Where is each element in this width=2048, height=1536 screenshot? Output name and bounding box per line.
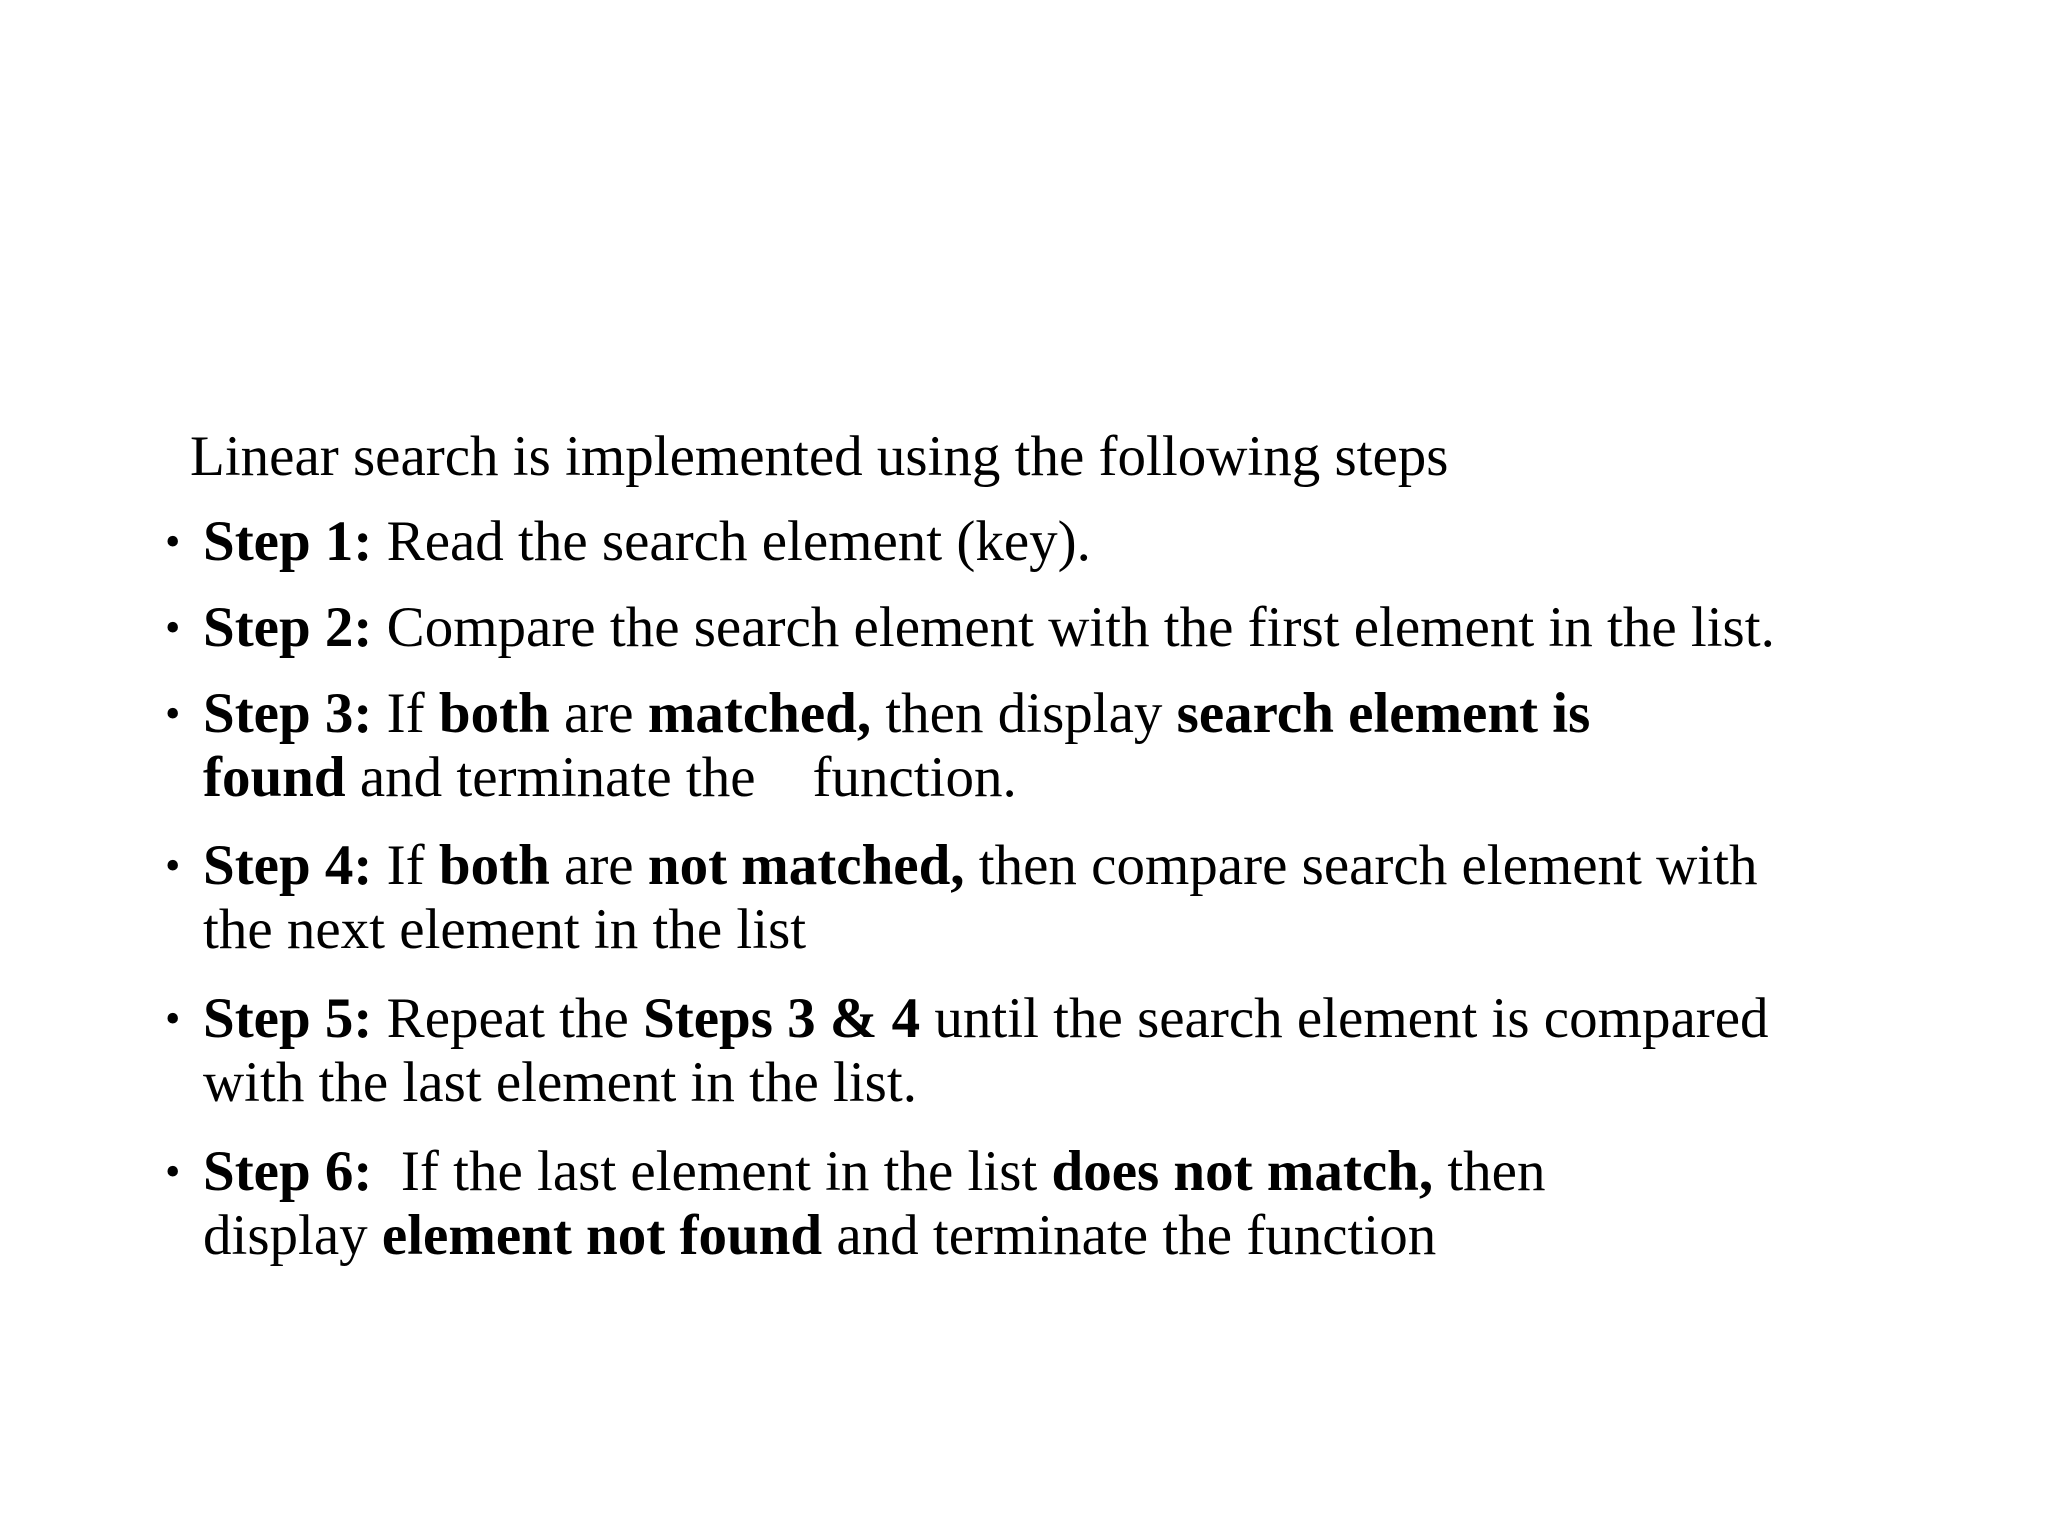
text-run: display xyxy=(203,1204,382,1267)
text-run: Repeat the xyxy=(372,987,644,1050)
step-line xyxy=(203,596,1775,660)
step-line xyxy=(203,1140,1545,1204)
step-line xyxy=(203,746,1590,810)
bullet-icon: • xyxy=(165,517,181,566)
step-item-4 xyxy=(165,834,1758,962)
step-item-6 xyxy=(165,1140,1546,1268)
step-item-5 xyxy=(165,987,1769,1115)
bold-text-run: Step 1: xyxy=(203,510,373,573)
text-run: are xyxy=(549,682,648,745)
text-run: and terminate the function xyxy=(822,1204,1437,1267)
text-run: and terminate the function. xyxy=(345,746,1017,809)
text-run: then compare search element with xyxy=(964,834,1758,897)
text-run: Read the search element (key). xyxy=(372,510,1091,573)
step-line xyxy=(203,510,1091,574)
bold-text-run: matched, xyxy=(647,682,872,745)
step-line xyxy=(203,987,1769,1051)
bold-text-run: Step 2: xyxy=(203,596,373,659)
text-run: the next element in the list xyxy=(203,898,807,961)
bold-text-run: found xyxy=(203,746,346,809)
step-line xyxy=(203,1051,1769,1115)
step-item-1 xyxy=(165,510,1091,574)
text-run: Compare the search element with the first element in the list. xyxy=(372,596,1775,659)
bold-text-run: search element is xyxy=(1176,682,1591,745)
bold-text-run: Step 3: xyxy=(203,682,373,745)
bold-text-run: element not found xyxy=(381,1204,823,1267)
bullet-icon: • xyxy=(165,689,181,738)
step-line xyxy=(203,1204,1545,1268)
bullet-icon: • xyxy=(165,994,181,1043)
step-item-2 xyxy=(165,596,1775,660)
bold-text-run: Step 5: xyxy=(203,987,373,1050)
bullet-icon: • xyxy=(165,603,181,652)
text-run: If xyxy=(372,682,439,745)
step-line xyxy=(203,834,1757,898)
bold-text-run: both xyxy=(438,682,550,745)
step-line xyxy=(203,898,1757,962)
text-run: If xyxy=(372,834,439,897)
bold-text-run: Steps 3 & 4 xyxy=(643,987,921,1050)
bullet-icon: • xyxy=(165,841,181,890)
text-run: with the last element in the list. xyxy=(203,1051,917,1114)
text-run: until the search element is compared xyxy=(920,987,1769,1050)
text-run: If the last element in the list xyxy=(372,1140,1052,1203)
text-run: are xyxy=(549,834,648,897)
text-run: then xyxy=(1433,1140,1546,1203)
bold-text-run: Step 4: xyxy=(203,834,373,897)
bold-text-run: both xyxy=(438,834,550,897)
text-run: then display xyxy=(871,682,1177,745)
step-line xyxy=(203,682,1590,746)
bold-text-run: does not match, xyxy=(1051,1140,1434,1203)
bullet-icon: • xyxy=(165,1147,181,1196)
step-item-3 xyxy=(165,682,1591,810)
bold-text-run: not matched, xyxy=(647,834,965,897)
bold-text-run: Step 6: xyxy=(203,1140,373,1203)
intro-text: Linear search is implemented using the following steps xyxy=(190,425,1449,488)
